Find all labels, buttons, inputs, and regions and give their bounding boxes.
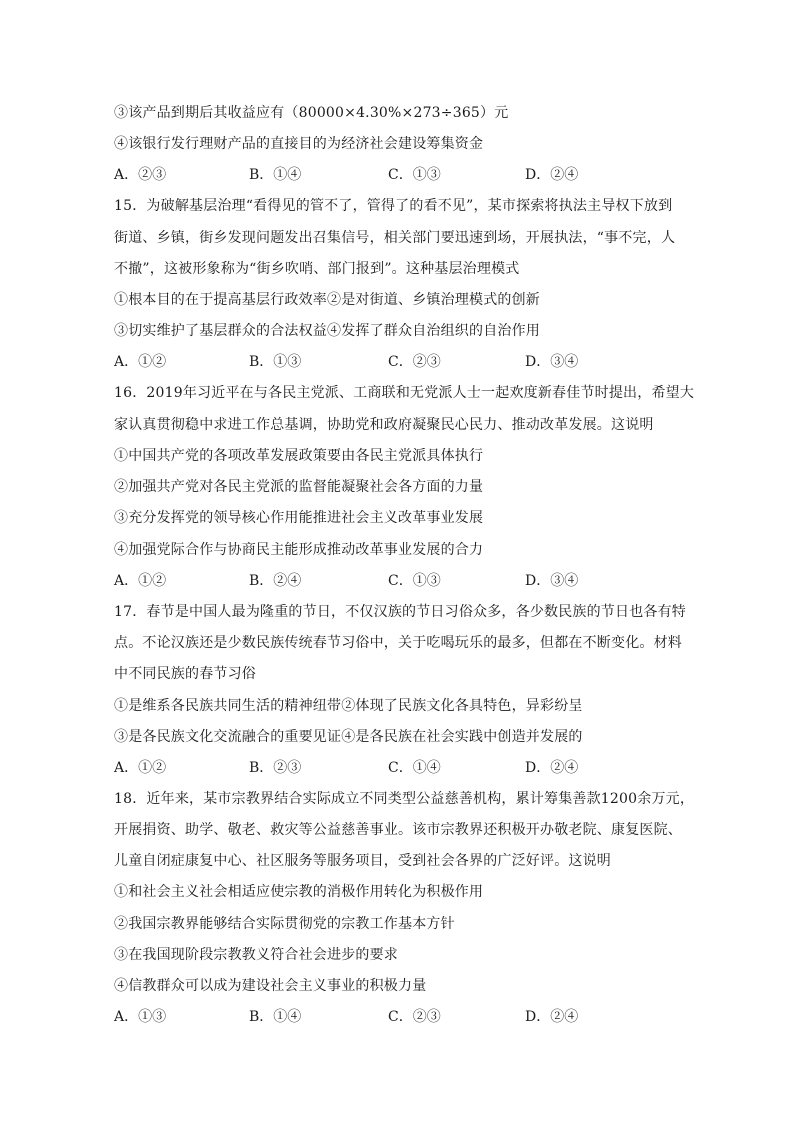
q16-statement-4: ④加强党际合作与协商民主能形成推动改革事业发展的合力 xyxy=(114,542,484,558)
choice-d: D．②④ xyxy=(525,1009,579,1025)
choice-b: B．②③ xyxy=(249,760,302,776)
q18-statement-3: ③在我国现阶段宗教教义符合社会进步的要求 xyxy=(114,947,398,963)
choice-b: B．②④ xyxy=(249,573,302,589)
q14-option-3: ③该产品到期后其收益应有（80000×4.30%×273÷365）元 xyxy=(114,105,509,121)
q15-statements-2: ③切实维护了基层群众的合法权益④发挥了群众自治组织的自治作用 xyxy=(114,323,540,339)
q16-stem-line-1: 16．2019年习近平在与各民主党派、工商联和无党派人士一起欢度新春佳节时提出，希望大 xyxy=(114,385,695,401)
choice-a: A．①② xyxy=(114,354,167,370)
q17-statements-2: ③是各民族文化交流融合的重要见证④是各民族在社会实践中创造并发展的 xyxy=(114,729,583,745)
q17-statements-1: ①是维系各民族共同生活的精神纽带②体现了民族文化各具特色，异彩纷呈 xyxy=(114,698,583,714)
q18-statement-1: ①和社会主义社会相适应使宗教的消极作用转化为积极作用 xyxy=(114,884,484,900)
q16-statement-1: ①中国共产党的各项改革发展政策要由各民主党派具体执行 xyxy=(114,448,484,464)
q17-stem-line-3: 中不同民族的春节习俗 xyxy=(114,666,256,682)
q16-stem-line-2: 家认真贯彻稳中求进工作总基调，协助党和政府凝聚民心民力、推动改革发展。这说明 xyxy=(114,417,654,433)
choice-d: D．③④ xyxy=(525,354,579,370)
q15-stem-line-2: 街道、乡镇，街乡发现问题发出召集信号，相关部门要迅速到场，开展执法，“事不完，人 xyxy=(114,230,676,246)
q16-statement-2: ②加强共产党对各民主党派的监督能凝聚社会各方面的力量 xyxy=(114,479,484,495)
q16-answer-choices xyxy=(114,571,714,591)
q18-stem-line-2: 开展捐资、助学、敬老、救灾等公益慈善事业。该市宗教界还积极开办敬老院、康复医院、 xyxy=(114,822,682,838)
q16-statement-3: ③充分发挥党的领导核心作用能推进社会主义改革事业发展 xyxy=(114,510,484,526)
choice-a: A．①② xyxy=(114,760,167,776)
q14-answer-choices xyxy=(114,165,714,185)
q18-stem-line-3: 儿童自闭症康复中心、社区服务等服务项目，受到社会各界的广泛好评。这说明 xyxy=(114,853,611,869)
choice-c: C．①③ xyxy=(388,167,441,183)
q18-statement-4: ④信教群众可以成为建设社会主义事业的积极力量 xyxy=(114,978,427,994)
q15-answer-choices xyxy=(114,352,714,372)
q17-stem-line-1: 17．春节是中国人最为隆重的节日，不仅汉族的节日习俗众多，各少数民族的节日也各有特 xyxy=(114,604,687,620)
q17-answer-choices xyxy=(114,758,714,778)
choice-b: B．①④ xyxy=(249,167,302,183)
choice-c: C．①③ xyxy=(388,573,441,589)
q15-statements-1: ①根本目的在于提高基层行政效率②是对街道、乡镇治理模式的创新 xyxy=(114,292,540,308)
choice-a: A．②③ xyxy=(114,167,167,183)
q18-answer-choices xyxy=(114,1007,714,1027)
q18-stem-line-1: 18．近年来，某市宗教界结合实际成立不同类型公益慈善机构，累计筹集善款1200余万元， xyxy=(114,791,695,807)
q14-option-4: ④该银行发行理财产品的直接目的为经济社会建设筹集资金 xyxy=(114,136,484,152)
choice-a: A．①③ xyxy=(114,1009,167,1025)
choice-c: C．②③ xyxy=(388,1009,441,1025)
choice-d: D．②④ xyxy=(525,760,579,776)
q17-stem-line-2: 点。不论汉族还是少数民族传统春节习俗中，关于吃喝玩乐的最多，但都在不断变化。材料 xyxy=(114,635,682,651)
q18-statement-2: ②我国宗教界能够结合实际贯彻党的宗教工作基本方针 xyxy=(114,916,455,932)
choice-d: D．②④ xyxy=(525,167,579,183)
choice-b: B．①③ xyxy=(249,354,302,370)
choice-c: C．①④ xyxy=(388,760,441,776)
q15-stem-line-3: 不撤”，这被形象称为“街乡吹哨、部门报到”。这种基层治理模式 xyxy=(114,261,520,277)
choice-d: D．③④ xyxy=(525,573,579,589)
q15-stem-line-1: 15．为破解基层治理“看得见的管不了，管得了的看不见”，某市探索将执法主导权下放到 xyxy=(114,198,673,214)
choice-c: C．②③ xyxy=(388,354,441,370)
choice-b: B．①④ xyxy=(249,1009,302,1025)
choice-a: A．①② xyxy=(114,573,167,589)
